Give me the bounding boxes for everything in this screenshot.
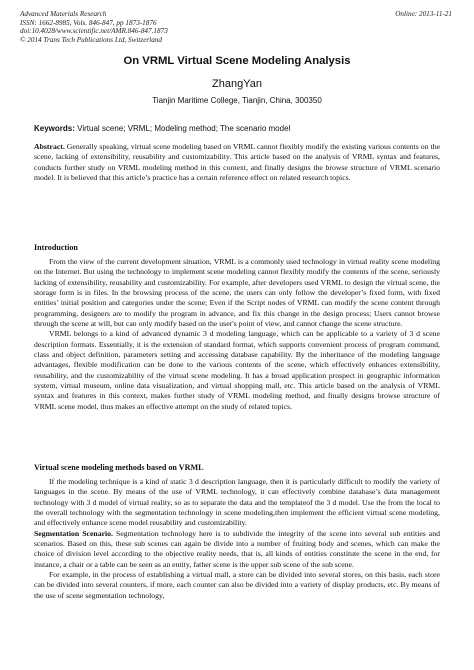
abstract-label: Abstract. xyxy=(34,142,65,151)
intro-paragraph-1: From the view of the current development situation, VRML is a commonly used technology in virtual reality scene modeling on the Internet. But using the technology to implement scene modeling cannot flexibly modify the contents of the scene, seriously lacking of extensibility, reusability and customizability. For example, after developers used VRML to design the virtual scene, the storage form is in files. In the browsing process of the scene, the users can only follow the developer’s fixed form, with fixed entities’ initial position and categories under the scene; Even if the Script nodes of VRML can modify the scene content through programming, designers are to modify the program in advance, and fix this change in the design process; Users cannot browse through the scene at will, but can only modify based on the user's point of view, and cannot change the scene structure. xyxy=(34,257,440,329)
introduction-body xyxy=(34,257,440,412)
paper-title: On VRML Virtual Scene Modeling Analysis xyxy=(123,55,351,67)
online-date: Online: 2013-11-21 xyxy=(395,10,452,18)
segmentation-paragraph xyxy=(34,529,440,570)
segmentation-label: Segmentation Scenario. xyxy=(34,528,113,538)
methods-paragraph-1: If the modeling technique is a kind of static 3 d description language, then it is particularly difficult to modify the variety of languages in the scene. By means of the use of VRML technology, it can effectively combine database’s data management technology with 3 d model of virtual reality, so as to separate the data and the templateof the 3 d model. Use the from the local to the overall technology with the segmentation technology in scene modeling,then implement the efficient virtual scene modeling, and effectively enhance scene model reusability and customizability. xyxy=(34,477,440,528)
segmentation-text: Segmentation technology here is to subdivide the integrity of the scene into several sub entities and scenarios. Based on this, these sub scenes can again be divide into a number of fruiting body and scenes, which can make the choice of division level according to the objective reality needs, that is, all kinds of entities constitute the scene in the end, for instance, a chair or a table can be seen as an entity, father scene is the upper sub scene of the sub scene. xyxy=(34,528,440,569)
journal-name: Advanced Materials Research xyxy=(20,10,107,18)
keywords-text: Virtual scene; VRML; Modeling method; The scenario model xyxy=(77,124,291,133)
methods-paragraph-3: For example, in the process of establishing a virtual mall, a store can be divided into several stores, on this basis, each store can be divided into several counters, if more, each counter can also be divided into a variety of display products, etc. By means of the use of scene segmentation technology, xyxy=(34,570,440,600)
abstract-block xyxy=(34,142,440,183)
copyright-line: © 2014 Trans Tech Publications Ltd, Switzerland xyxy=(20,35,162,44)
doi-line[interactable]: doi:10.4028/www.scientific.net/AMR.846-847.1873 xyxy=(20,27,168,36)
issn-line: ISSN: 1662-8985, Vols. 846-847, pp 1873-1876 xyxy=(20,18,157,27)
methods-body xyxy=(34,477,440,601)
introduction-heading: Introduction xyxy=(34,243,78,252)
journal-header xyxy=(20,10,320,44)
intro-paragraph-2: VRML belongs to a kind of advanced dynamic 3 d modeling language, which can be applicable to a variety of 3 d scene description formats. Essentially, it is the extension of standard format, which supports convenient process of program command, class and object definition, parameters setting and accessing database capability. By the inheritance of the modeling language advantages, flexible modification can be done to the various contents of the scene, which effectively enhances extensibility, reusability, and the customizability of the virtual scene modeling. It has a broad application prospect in geographic information system, virtual museum, online data visualization, and virtual shopping mall, etc. This article based on the analysis of VRML syntax and features in this context, makes further study of VRML modeling method, and finally designs browse structure of VRML scene model, thus makes an effective attempt on the study of related topics. xyxy=(34,329,440,411)
keywords-line xyxy=(34,124,454,133)
keywords-label: Keywords: xyxy=(34,124,75,133)
methods-heading: Virtual scene modeling methods based on VRML xyxy=(34,463,204,472)
author-name: ZhangYan xyxy=(212,78,262,90)
affiliation: Tianjin Maritime College, Tianjin, China, 300350 xyxy=(152,96,322,105)
abstract-text: Generally speaking, virtual scene modeling based on VRML cannot flexibly modify the existing various contents on the scene, lacking of extensibility, reusability and customizability. This article based on the analysis of VRML syntax and features, conducts further study on VRML modeling method in this context, and finally designs the browse structure of VRML scenario model. It is believed that this article’s practice has a certain reference effect on related research topics. xyxy=(34,142,441,183)
